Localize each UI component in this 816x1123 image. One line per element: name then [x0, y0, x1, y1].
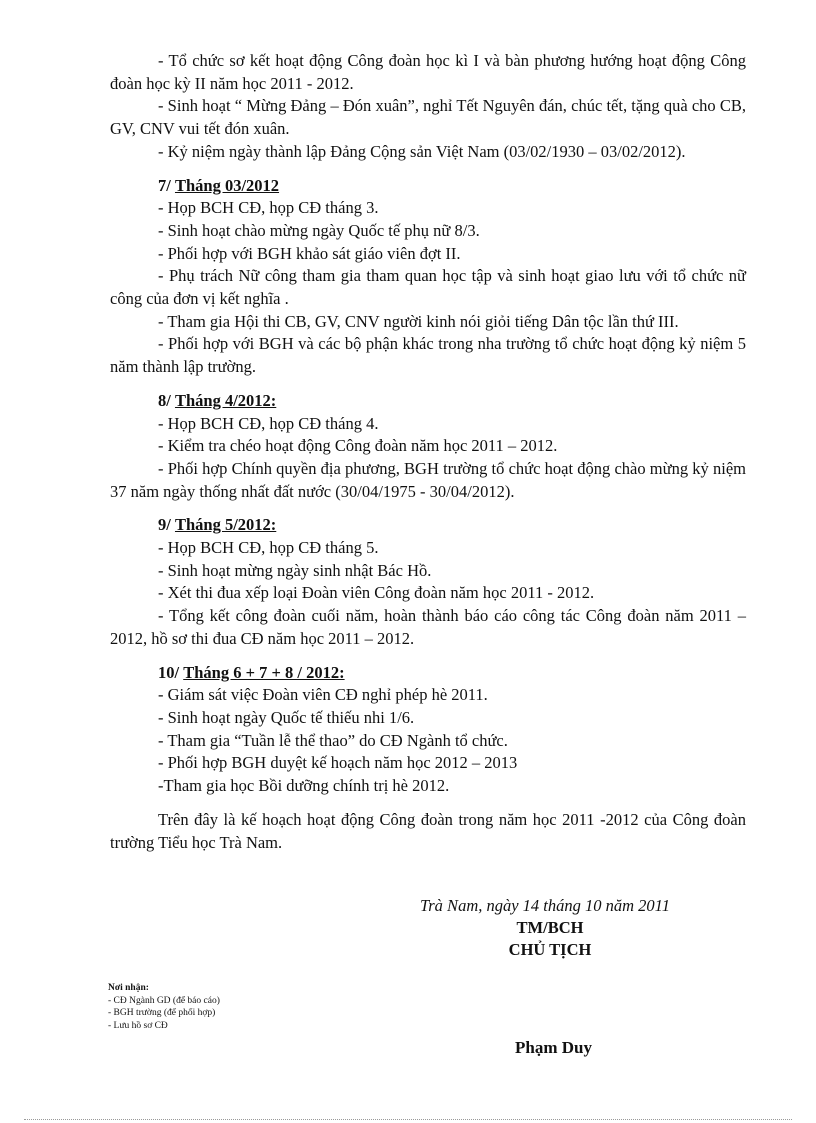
list-item: -Tham gia học Bồi dưỡng chính trị hè 2012. [158, 776, 450, 796]
document-body [110, 50, 746, 854]
list-item: - Tổng kết công đoàn cuối năm, hoàn thành báo cáo công tác Công đoàn năm 2011 – 2012, hồ sơ thi đua CĐ năm học 2011 – 2012. [110, 606, 746, 648]
position-title: CHỦ TỊCH [508, 940, 592, 959]
recipients-heading: Nơi nhận: [108, 983, 149, 993]
recipient-item: - CĐ Ngành GD (để báo cáo) [108, 995, 220, 1006]
section-number: 7/ [158, 175, 171, 195]
intro-item: - Sinh hoạt “ Mừng Đảng – Đón xuân”, nghỉ Tết Nguyên đán, chúc tết, tặng quà cho CB, GV, CNV vui tết đón xuân. [110, 96, 746, 139]
closing-paragraph: Trên đây là kế hoạch hoạt động Công đoàn trong năm học 2011 -2012 của Công đoàn trường Tiểu học Trà Nam. [110, 809, 746, 852]
list-item: - Tham gia “Tuần lễ thể thao” do CĐ Ngành tổ chức. [158, 730, 508, 750]
section-heading-9 [110, 514, 746, 537]
section-title: Tháng 5/2012: [174, 515, 277, 535]
list-item: - Sinh hoạt chào mừng ngày Quốc tế phụ nữ 8/3. [158, 220, 480, 240]
list-item: - Phối hợp với BGH và các bộ phận khác trong nha trường tổ chức hoạt động kỷ niệm 5 năm thành lập trường. [110, 334, 746, 377]
intro-item: - Kỷ niệm ngày thành lập Đảng Cộng sản Việt Nam (03/02/1930 – 03/02/2012). [158, 141, 686, 161]
recipient-item: - Lưu hồ sơ CĐ [108, 1020, 168, 1031]
place-date: Trà Nam, ngày 14 tháng 10 năm 2011 [420, 896, 670, 915]
recipient-item: - BGH trường (để phối hợp) [108, 1008, 216, 1018]
list-item: - Giám sát việc Đoàn viên CĐ nghỉ phép hè 2011. [158, 685, 488, 705]
section-heading-8 [110, 390, 746, 413]
section-title: Tháng 03/2012 [174, 175, 280, 195]
list-item: - Phối hợp Chính quyền địa phương, BGH trường tổ chức hoạt động chào mừng kỷ niệm 37 năm ngày thống nhất đất nước (30/04/1975 - 30/04/2012). [110, 458, 746, 501]
section-heading-7 [110, 175, 746, 198]
list-item: - Phối hợp BGH duyệt kế hoạch năm học 2012 – 2013 [158, 753, 518, 773]
list-item: - Tham gia Hội thi CB, GV, CNV người kinh nói giỏi tiếng Dân tộc lần thứ III. [158, 311, 679, 331]
intro-item: - Tổ chức sơ kết hoạt động Công đoàn học kì I và bàn phương hướng hoạt động Công đoàn học kỳ II năm học 2011 - 2012. [110, 51, 746, 93]
section-number: 9/ [158, 515, 171, 535]
section-title: Tháng 6 + 7 + 8 / 2012: [183, 662, 345, 682]
recipients-block [108, 982, 220, 1032]
section-number: 10/ [158, 662, 180, 682]
signer-name: Phạm Duy [515, 1038, 592, 1057]
list-item: - Họp BCH CĐ, họp CĐ tháng 3. [158, 198, 379, 218]
list-item: - Sinh hoạt ngày Quốc tế thiếu nhi 1/6. [158, 707, 415, 727]
list-item: - Phối hợp với BGH khảo sát giáo viên đợt II. [158, 243, 461, 263]
list-item: - Kiểm tra chéo hoạt động Công đoàn năm học 2011 – 2012. [158, 436, 558, 456]
list-item: - Phụ trách Nữ công tham gia tham quan học tập và sinh hoạt giao lưu với tổ chức nữ công của đơn vị kết nghĩa . [110, 266, 746, 309]
page-footer-divider [24, 1119, 792, 1120]
on-behalf-title: TM/BCH [516, 918, 584, 937]
list-item: - Họp BCH CĐ, họp CĐ tháng 5. [158, 538, 379, 558]
list-item: - Xét thi đua xếp loại Đoàn viên Công đoàn năm học 2011 - 2012. [158, 583, 595, 603]
section-number: 8/ [158, 390, 171, 410]
section-heading-10 [110, 662, 746, 685]
section-title: Tháng 4/2012: [174, 390, 277, 410]
list-item: - Họp BCH CĐ, họp CĐ tháng 4. [158, 413, 379, 433]
list-item: - Sinh hoạt mừng ngày sinh nhật Bác Hồ. [158, 560, 432, 580]
